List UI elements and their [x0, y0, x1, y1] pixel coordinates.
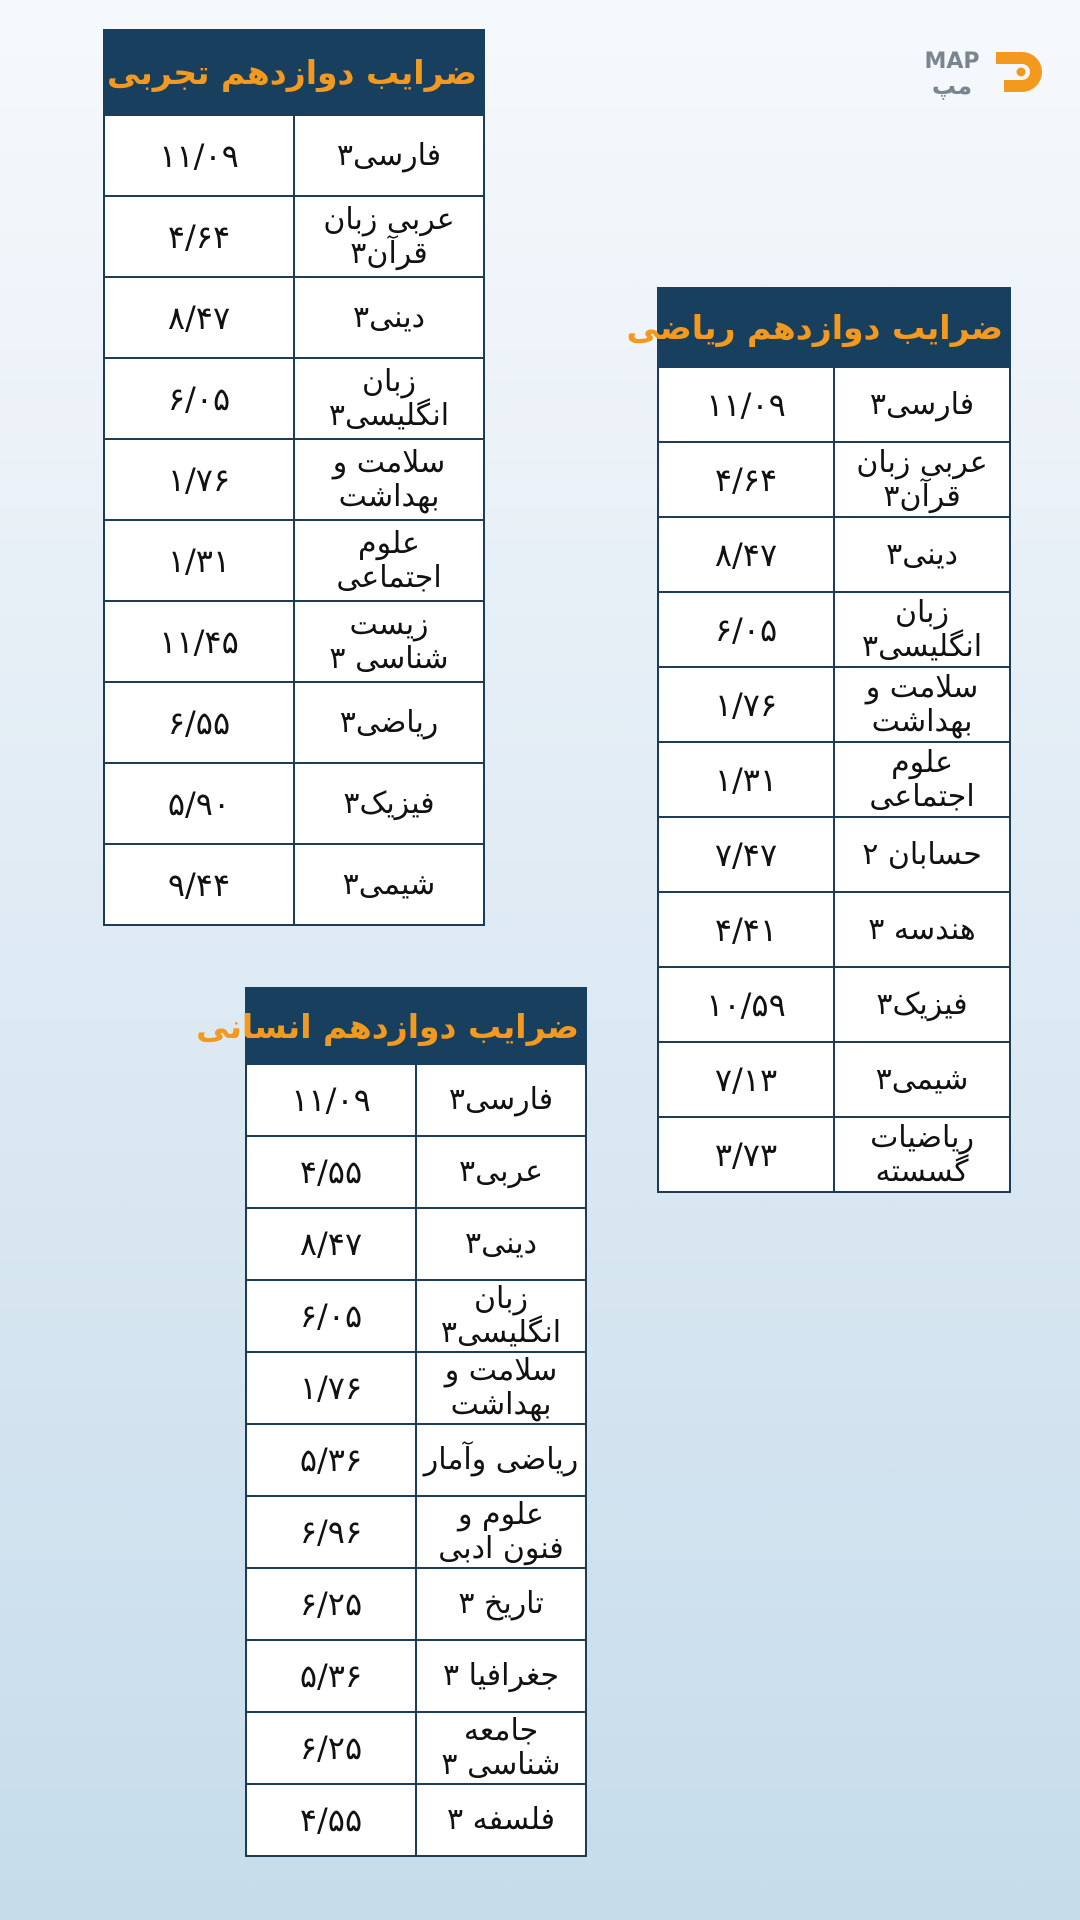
- coefficient-cell: ۶/۵۵: [104, 682, 294, 763]
- table-title: ضرایب دوازدهم تجربی: [104, 30, 484, 115]
- subject-cell: عربی۳: [416, 1136, 586, 1208]
- subject-cell: فارسی۳: [294, 115, 484, 196]
- math-rows: [658, 367, 1010, 1192]
- table-row: [104, 682, 484, 763]
- coefficient-cell: ۶/۹۶: [246, 1496, 416, 1568]
- subject-cell: سلامت و بهداشت: [294, 439, 484, 520]
- table-title: ضرایب دوازدهم انسانی: [246, 988, 586, 1064]
- coefficient-cell: ۴/۴۱: [658, 892, 834, 967]
- table-row: [104, 844, 484, 925]
- table-row: [246, 1784, 586, 1856]
- subject-cell: فیزیک۳: [294, 763, 484, 844]
- table-row: [658, 592, 1010, 667]
- coefficient-cell: ۷/۱۳: [658, 1042, 834, 1117]
- subject-cell: سلامت و بهداشت: [834, 667, 1010, 742]
- coefficient-cell: ۴/۵۵: [246, 1136, 416, 1208]
- coefficient-cell: ۶/۰۵: [104, 358, 294, 439]
- coefficient-cell: ۹/۴۴: [104, 844, 294, 925]
- coefficient-cell: ۱/۷۶: [246, 1352, 416, 1424]
- subject-cell: زبان انگلیسی۳: [834, 592, 1010, 667]
- table-row: [104, 520, 484, 601]
- coefficient-cell: ۵/۳۶: [246, 1424, 416, 1496]
- logo-mark-icon: [996, 52, 1042, 92]
- coefficient-cell: ۵/۹۰: [104, 763, 294, 844]
- coefficient-cell: ۸/۴۷: [658, 517, 834, 592]
- subject-cell: حسابان ۲: [834, 817, 1010, 892]
- table-row: [104, 196, 484, 277]
- table-header-row: [658, 288, 1010, 367]
- brand-logo: [918, 46, 1054, 100]
- subject-cell: زبان انگلیسی۳: [416, 1280, 586, 1352]
- table-row: [246, 1208, 586, 1280]
- table-row: [246, 1280, 586, 1352]
- table-row: [658, 367, 1010, 442]
- coefficient-cell: ۸/۴۷: [246, 1208, 416, 1280]
- subject-cell: عربی زبان قرآن۳: [294, 196, 484, 277]
- coefficient-cell: ۳/۷۳: [658, 1117, 834, 1192]
- subject-cell: علوم اجتماعی: [294, 520, 484, 601]
- coefficient-cell: ۸/۴۷: [104, 277, 294, 358]
- experimental-rows: [104, 115, 484, 925]
- subject-cell: فارسی۳: [834, 367, 1010, 442]
- logo-persian-text: مپ: [931, 72, 973, 100]
- table-row: [246, 1496, 586, 1568]
- subject-cell: زبان انگلیسی۳: [294, 358, 484, 439]
- table-header-row: [104, 30, 484, 115]
- table-row: [658, 517, 1010, 592]
- coefficient-cell: ۶/۲۵: [246, 1712, 416, 1784]
- subject-cell: هندسه ۳: [834, 892, 1010, 967]
- coefficient-cell: ۱/۳۱: [658, 742, 834, 817]
- subject-cell: زیست شناسی ۳: [294, 601, 484, 682]
- subject-cell: ریاضی۳: [294, 682, 484, 763]
- table-row: [658, 742, 1010, 817]
- coefficient-cell: ۶/۰۵: [246, 1280, 416, 1352]
- table-row: [246, 1352, 586, 1424]
- coefficient-cell: ۱۰/۵۹: [658, 967, 834, 1042]
- humanities-coefficients-table: [196, 987, 587, 1857]
- logo-latin-text: MAP: [924, 49, 980, 74]
- subject-cell: فیزیک۳: [834, 967, 1010, 1042]
- table-row: [658, 892, 1010, 967]
- table-row: [246, 1064, 586, 1136]
- coefficient-cell: ۴/۵۵: [246, 1784, 416, 1856]
- humanities-rows: [246, 1064, 586, 1856]
- subject-cell: فارسی۳: [416, 1064, 586, 1136]
- coefficient-cell: ۱/۳۱: [104, 520, 294, 601]
- coefficient-cell: ۴/۶۴: [104, 196, 294, 277]
- table-row: [658, 1117, 1010, 1192]
- subject-cell: دینی۳: [416, 1208, 586, 1280]
- table-row: [104, 439, 484, 520]
- table-row: [246, 1568, 586, 1640]
- table-row: [658, 442, 1010, 517]
- subject-cell: فلسفه ۳: [416, 1784, 586, 1856]
- coefficient-cell: ۱۱/۴۵: [104, 601, 294, 682]
- subject-cell: شیمی۳: [834, 1042, 1010, 1117]
- subject-cell: علوم اجتماعی: [834, 742, 1010, 817]
- coefficient-cell: ۴/۶۴: [658, 442, 834, 517]
- experimental-coefficients-table: [103, 29, 485, 926]
- subject-cell: دینی۳: [834, 517, 1010, 592]
- table-row: [658, 1042, 1010, 1117]
- table-row: [246, 1136, 586, 1208]
- table-row: [658, 817, 1010, 892]
- subject-cell: علوم و فنون ادبی: [416, 1496, 586, 1568]
- subject-cell: جامعه شناسی ۳: [416, 1712, 586, 1784]
- coefficient-cell: ۶/۲۵: [246, 1568, 416, 1640]
- coefficient-cell: ۱/۷۶: [104, 439, 294, 520]
- table-row: [104, 763, 484, 844]
- table-row: [104, 601, 484, 682]
- table-row: [104, 277, 484, 358]
- table-row: [246, 1424, 586, 1496]
- subject-cell: ریاضیات گسسته: [834, 1117, 1010, 1192]
- math-coefficients-table: [626, 287, 1011, 1193]
- table-header-row: [246, 988, 586, 1064]
- subject-cell: عربی زبان قرآن۳: [834, 442, 1010, 517]
- subject-cell: دینی۳: [294, 277, 484, 358]
- subject-cell: شیمی۳: [294, 844, 484, 925]
- table-row: [104, 115, 484, 196]
- subject-cell: سلامت و بهداشت: [416, 1352, 586, 1424]
- coefficient-cell: ۵/۳۶: [246, 1640, 416, 1712]
- table-row: [246, 1640, 586, 1712]
- subject-cell: ریاضی وآمار: [416, 1424, 586, 1496]
- coefficient-cell: ۱۱/۰۹: [246, 1064, 416, 1136]
- coefficient-cell: ۱/۷۶: [658, 667, 834, 742]
- subject-cell: جغرافیا ۳: [416, 1640, 586, 1712]
- coefficient-cell: ۱۱/۰۹: [104, 115, 294, 196]
- coefficient-cell: ۶/۰۵: [658, 592, 834, 667]
- table-row: [246, 1712, 586, 1784]
- table-row: [658, 667, 1010, 742]
- subject-cell: تاریخ ۳: [416, 1568, 586, 1640]
- table-row: [658, 967, 1010, 1042]
- table-row: [104, 358, 484, 439]
- coefficient-cell: ۱۱/۰۹: [658, 367, 834, 442]
- table-title: ضرایب دوازدهم ریاضی: [658, 288, 1010, 367]
- coefficient-cell: ۷/۴۷: [658, 817, 834, 892]
